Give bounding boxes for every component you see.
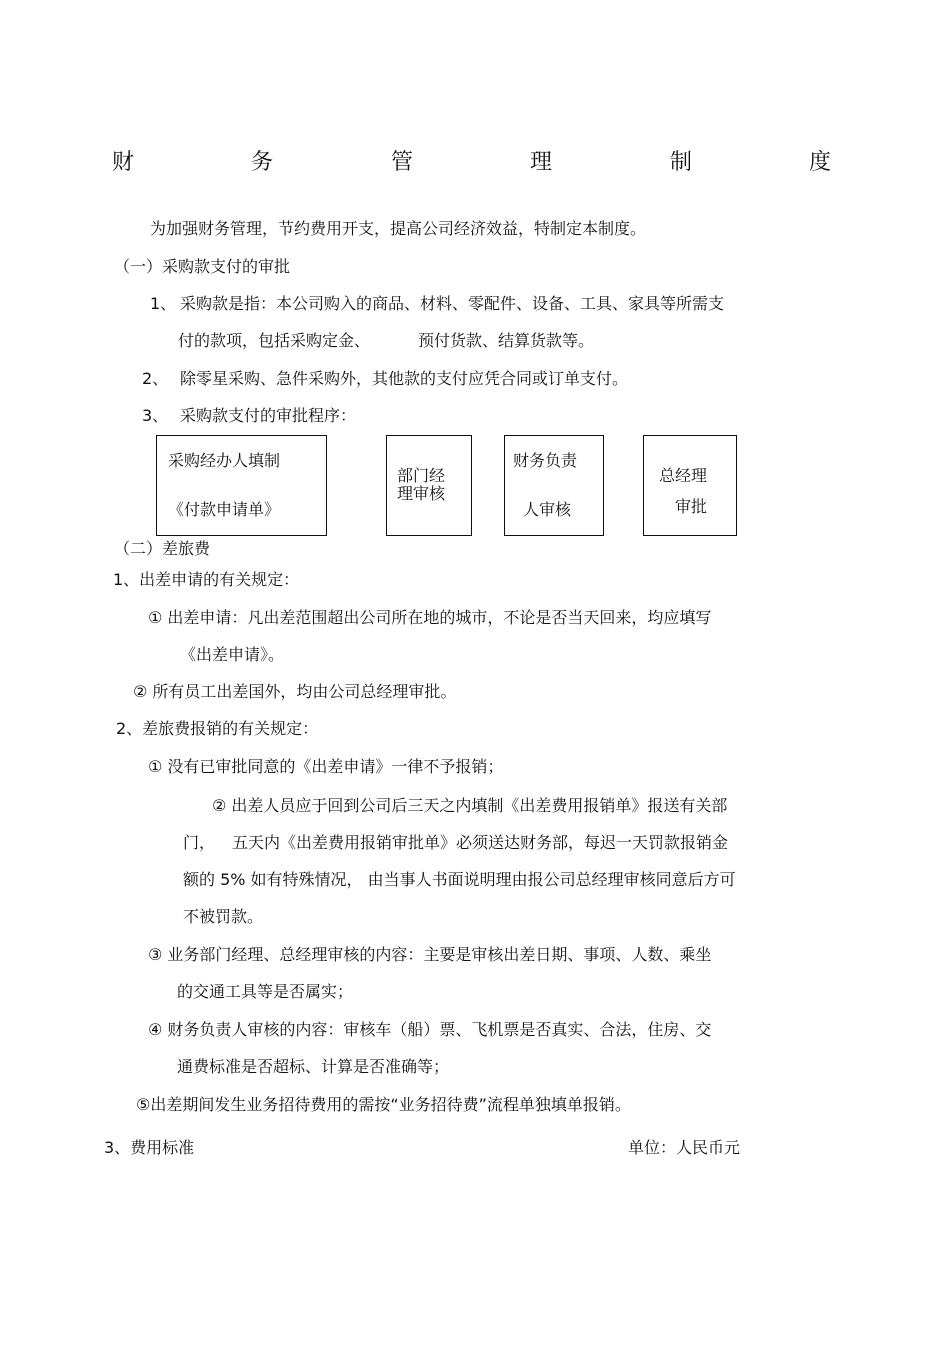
intro-paragraph: 为加强财务管理，节约费用开支，提高公司经济效益，特制定本制度。 [150,219,647,238]
item-number: 2、 [142,369,169,388]
flow-box-label: 采购经办人填制 [168,451,281,470]
list-item: 不被罚款。 [183,907,264,926]
item-text: 预付货款、结算货款等。 [418,331,595,350]
unit-label: 单位：人民币元 [628,1138,741,1157]
list-item: ③ 业务部门经理、总经理审核的内容：主要是审核出差日期、事项、人数、乘坐 [148,945,712,964]
flow-box-label: 总经理 [659,466,708,485]
flow-box-label: 财务负责 [513,451,578,470]
item-number: 1、 [150,294,177,313]
list-item: 额的 5% 如有特殊情况， 由当事人书面说明理由报公司总经理审核同意后方可 [183,870,736,889]
list-item: ① 没有已审批同意的《出差申请》一律不予报销； [148,757,504,776]
title-char: 管 [391,150,414,175]
title-char: 度 [809,150,832,175]
item-text: 付的款项，包括采购定金、 [178,331,371,350]
list-item: 的交通工具等是否属实； [177,982,354,1001]
flow-box-general-manager [643,435,737,536]
flow-box-label: 部门经 [397,466,446,485]
list-item: 五天内《出差费用报销审批单》必须送达财务部，每迟一天罚款报销金 [232,833,729,852]
title-char: 制 [670,150,693,175]
list-item: ② 出差人员应于回到公司后三天之内填制《出差费用报销单》报送有关部 [212,796,728,815]
subsection-heading: 1、出差申请的有关规定： [113,570,300,589]
item-number: 3、 [142,406,169,425]
title-char: 理 [530,150,553,175]
list-item: ⑤出差期间发生业务招待费用的需按“业务招待费”流程单独填单报销。 [136,1095,631,1114]
section-heading: （二）差旅费 [114,539,211,558]
item-text: 采购款是指：本公司购入的商品、材料、零配件、设备、工具、家具等所需支 [180,294,725,313]
flow-box-applicant [156,435,327,536]
list-item: ④ 财务负责人审核的内容：审核车（船）票、飞机票是否真实、合法，住房、交 [148,1020,712,1039]
subsection-heading: 2、差旅费报销的有关规定： [116,719,319,738]
item-text: 除零星采购、急件采购外，其他款的支付应凭合同或订单支付。 [180,369,629,388]
flow-box-department-manager [386,435,472,536]
section-heading: （一）采购款支付的审批 [114,257,291,276]
title-char: 务 [251,150,274,175]
title-char: 财 [112,150,135,175]
flow-box-finance [504,435,604,536]
list-item: ② 所有员工出差国外，均由公司总经理审批。 [133,682,457,701]
item-text: 采购款支付的审批程序： [180,406,357,425]
flow-box-label: 《付款申请单》 [168,500,281,519]
section-heading: 3、费用标准 [104,1138,195,1157]
list-item: 门， [183,833,216,852]
list-item: 《出差申请》。 [180,645,285,664]
flow-box-label: 理审核 [397,484,446,503]
flow-box-label: 审批 [675,497,708,516]
list-item: ① 出差申请：凡出差范围超出公司所在地的城市，不论是否当天回来，均应填写 [148,608,712,627]
list-item: 通费标准是否超标、计算是否准确等； [177,1057,450,1076]
flow-box-label: 人审核 [523,500,572,519]
